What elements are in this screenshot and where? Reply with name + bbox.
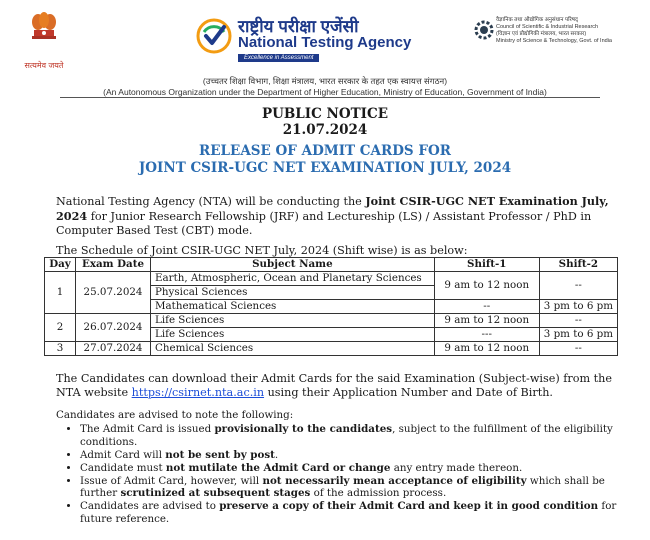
schedule-table: [44, 257, 618, 356]
intro-exam-name: Joint CSIR-UGC NET Examination July, 2024: [56, 194, 609, 223]
notice-subtitle-2: JOINT CSIR-UGC NET EXAMINATION JULY, 2024: [138, 160, 512, 176]
table-header-row: [45, 258, 618, 272]
subject-cell: Earth, Atmospheric, Ocean and Planetary Sciences: [151, 272, 435, 286]
csir-gear-icon: [474, 20, 494, 40]
subject-cell: Life Sciences: [151, 314, 435, 328]
item-bold: not necessarily mean acceptance of eligibility: [262, 474, 527, 487]
subject-cell: Life Sciences: [151, 328, 435, 342]
date-cell: 27.07.2024: [76, 342, 151, 356]
intro-paragraph: [56, 194, 616, 238]
shift2-cell: --: [539, 272, 617, 300]
shift2-cell: 3 pm to 6 pm: [539, 300, 617, 314]
download-text: The Candidates can download their Admit Cards for the said Examination (Subject-wise) from the NTA website: [56, 372, 612, 399]
csir-line: (विज्ञान एवं प्रौद्योगिकी मंत्रालय, भारत सरकार): [496, 31, 587, 37]
item-text: which shall be further: [80, 474, 605, 499]
day-cell: 1: [45, 272, 76, 314]
shift1-cell: 9 am to 12 noon: [434, 272, 539, 300]
nta-name-english: National Testing Agency: [238, 34, 412, 51]
shift2-cell: --: [539, 314, 617, 328]
col-header: Subject Name: [151, 258, 435, 272]
nta-logo: [196, 18, 232, 58]
col-header: Exam Date: [76, 258, 151, 272]
csir-logo: [474, 20, 494, 44]
shift2-cell: 3 pm to 6 pm: [539, 328, 617, 342]
nta-name-hindi: राष्ट्रीय परीक्षा एजेंसी: [238, 17, 359, 36]
org-hindi: (उच्चतर शिक्षा विभाग, शिक्षा मंत्रालय, भारत सरकार के तहत एक स्वायत्त संगठन): [202, 76, 448, 86]
item-text: for future reference.: [80, 500, 617, 525]
list-item: [80, 423, 622, 448]
col-header: Day: [45, 258, 76, 272]
item-text: Candidate must: [80, 461, 166, 474]
download-paragraph: [56, 372, 616, 400]
header-divider: [60, 97, 600, 98]
item-bold: not be sent by post: [165, 448, 275, 461]
item-bold: not mutilate the Admit Card or change: [165, 461, 391, 474]
list-item: [80, 449, 622, 462]
date-cell: 26.07.2024: [76, 314, 151, 342]
date-cell: 25.07.2024: [76, 272, 151, 314]
item-text: of the admission process.: [310, 487, 447, 499]
table-row: [45, 342, 618, 356]
item-text: , subject to the fulfillment of the eligibility conditions.: [80, 423, 613, 448]
ashoka-emblem-icon: [29, 10, 59, 54]
shift2-cell: --: [539, 342, 617, 356]
day-cell: 3: [45, 342, 76, 356]
advice-intro: Candidates are advised to note the following:: [56, 409, 294, 421]
list-item: [80, 462, 622, 475]
shift1-cell: 9 am to 12 noon: [434, 314, 539, 328]
item-text: Issue of Admit Card, however, will: [80, 474, 263, 487]
item-bold: preserve a copy of their Admit Card and keep it in good condition: [219, 500, 599, 512]
nta-checkmark-icon: [196, 18, 232, 54]
csir-text: [496, 17, 646, 45]
col-header: Shift-1: [434, 258, 539, 272]
list-item: [80, 475, 622, 500]
item-text: any entry made thereon.: [390, 461, 523, 474]
shift1-cell: 9 am to 12 noon: [434, 342, 539, 356]
subject-cell: Physical Sciences: [151, 286, 435, 300]
item-text: The Admit Card is issued: [80, 423, 215, 435]
national-emblem: [24, 10, 64, 68]
csir-line: Ministry of Science & Technology, Govt. of India: [496, 38, 612, 44]
org-english: (An Autonomous Organization under the Department of Higher Education, Ministry of Education, Government of India): [103, 87, 547, 97]
download-text-rest: using their Application Number and Date of Birth.: [264, 386, 553, 399]
notice-subtitle-1: RELEASE OF ADMIT CARDS FOR: [199, 143, 451, 159]
day-cell: 2: [45, 314, 76, 342]
intro-text: National Testing Agency (NTA) will be conducting the: [56, 195, 366, 208]
subject-cell: Chemical Sciences: [151, 342, 435, 356]
item-bold: scrutinized at subsequent stages: [120, 487, 311, 499]
item-text: .: [274, 448, 279, 461]
intro-text-rest: for Junior Research Fellowship (JRF) and Lectureship (LS) / Assistant Professor / PhD in Computer Based Test (CBT) mode.: [56, 210, 592, 237]
nta-website-link[interactable]: https://csirnet.nta.ac.in: [131, 386, 265, 399]
col-header: Shift-2: [539, 258, 617, 272]
nta-tagline: Excellence in Assessment: [238, 54, 319, 62]
item-text: Admit Card will: [80, 448, 166, 461]
table-row: [45, 272, 618, 286]
csir-line: वैज्ञानिक तथा औद्योगिक अनुसंधान परिषद्: [496, 17, 578, 23]
item-bold: provisionally to the candidates: [214, 423, 393, 435]
list-item: [80, 500, 622, 525]
csir-line: Council of Scientific & Industrial Research: [496, 24, 599, 30]
shift1-cell: --: [434, 300, 539, 314]
advice-list: [62, 423, 622, 526]
item-text: Candidates are advised to: [80, 500, 220, 512]
emblem-caption: सत्यमेव जयते: [24, 61, 64, 70]
shift1-cell: ---: [434, 328, 539, 342]
notice-title: PUBLIC NOTICE: [261, 106, 389, 122]
schedule-intro: The Schedule of Joint CSIR-UGC NET July, 2024 (Shift wise) is as below:: [56, 244, 468, 257]
table-row: [45, 314, 618, 328]
subject-cell: Mathematical Sciences: [151, 300, 435, 314]
notice-date: 21.07.2024: [282, 122, 368, 138]
